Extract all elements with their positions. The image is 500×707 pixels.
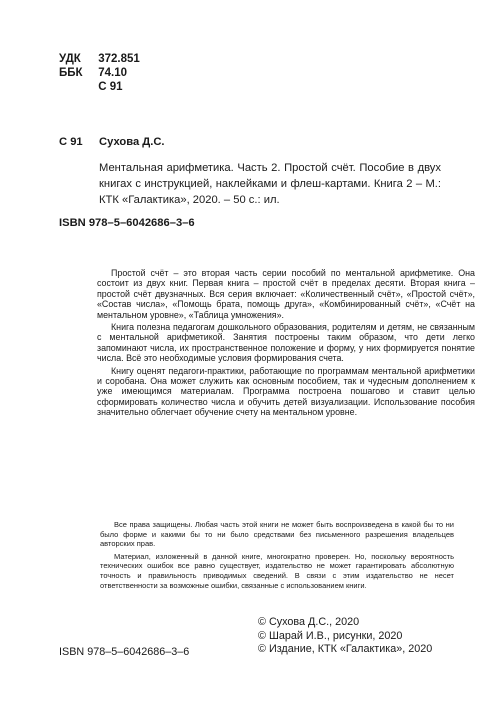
author-name: Сухова Д.С. — [99, 136, 165, 148]
isbn-footer: ISBN 978–5–6042686–3–6 — [59, 646, 190, 658]
copyright-block — [258, 616, 432, 657]
rights-paragraph: Материал, изложенный в данной книге, многократно проверен. Но, поскольку вероятность технических ошибок все равно существует, издательство не может гарантировать абсолютную точность и правильность приводимых сведений. В связи с этим издательство не несет ответственности за возможные ошибки, связанные с использованием книги. — [100, 551, 454, 590]
udk-row — [59, 52, 140, 66]
bibliographic-description: Ментальная арифметика. Часть 2. Простой счёт. Пособие в двух книгах с инструкцией, наклейками и флеш-картами. Книга 2 – М.: КТК «Галактика», 2020. – 50 с.: ил. — [99, 162, 441, 206]
copyright-line: © Сухова Д.С., 2020 — [258, 616, 360, 628]
copyright-line: © Шарай И.В., рисунки, 2020 — [258, 629, 403, 642]
annotation-paragraph: Книгу оценят педагоги-практики, работающие по программам ментальной арифметики и соробана. Она может служить как основным пособием, так и чудесным дополнением к уже имеющимся материалам. Программа построена пошагово и ставит целью сформировать количество числа и обучить детей визуализации. Использование пособия значительно облегчает обучение счету на ментальном уровне. — [97, 365, 475, 418]
author-sign-top: С 91 — [98, 81, 123, 93]
bbk-label: ББК — [59, 67, 83, 79]
udk-value: 372.851 — [98, 53, 140, 65]
bbk-row — [59, 66, 140, 80]
copyright-line: © Издание, КТК «Галактика», 2020 — [258, 643, 433, 656]
author-sign: С 91 — [59, 136, 83, 148]
bbk-value: 74.10 — [98, 67, 127, 79]
annotation — [97, 268, 475, 418]
isbn-header: ISBN 978–5–6042686–3–6 — [59, 217, 195, 229]
rights-notice — [100, 520, 454, 590]
classification-block — [59, 52, 140, 94]
annotation-paragraph: Простой счёт – это вторая часть серии пособий по ментальной арифметике. Она состоит из двух книг. Первая книга – простой счёт в пределах десяти. Вторая книга – простой счёт двузначных. Вся серия включает: «Количественный счёт», «Простой счёт», «Состав числа», «Помощь брата, помощь друга», «Комбинированный счёт», «Счёт на ментальном уровне», «Таблица умножения». — [97, 268, 475, 320]
rights-paragraph: Все права защищены. Любая часть этой книги не может быть воспроизведена в какой бы то ни было форме и какими бы то ни было средствами без письменного разрешения владельцев авторских прав. — [100, 520, 454, 549]
udk-label: УДК — [59, 53, 81, 65]
annotation-paragraph: Книга полезна педагогам дошкольного образования, родителям и детям, не связанным с ментальной арифметикой. Занятия построены таким образом, что дети легко запоминают числа, их пространственное положение и форму, у них формируется понятие числа. Всё это необходимые условия формирования счета. — [97, 322, 475, 364]
author-sign-row — [59, 80, 140, 94]
